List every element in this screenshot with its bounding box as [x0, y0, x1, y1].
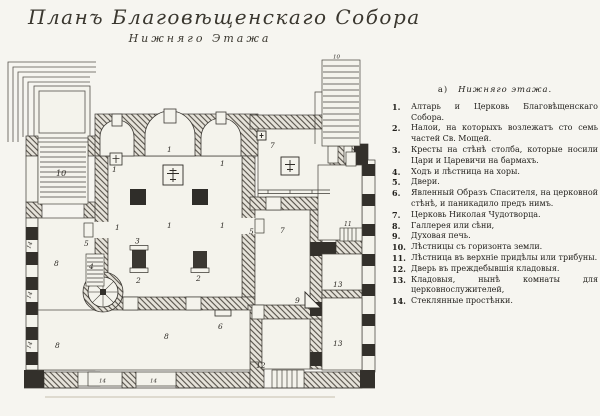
- legend-item-text: Налои, на которыхъ возлежатъ сто семь частей Св. Мощей.: [411, 123, 598, 144]
- legend-item-number: 11.: [392, 252, 406, 263]
- room-label: 1: [220, 159, 225, 168]
- room-label: 10: [56, 169, 67, 178]
- legend-item-number: 2.: [392, 123, 401, 134]
- legend-item: [392, 231, 598, 242]
- legend-item-text: Лѣстницы съ горизонта земли.: [411, 242, 543, 252]
- legend-item-text: Церковь Николая Чудотворца.: [411, 209, 541, 219]
- legend-item-number: 8.: [392, 220, 401, 231]
- legend-item: [392, 177, 598, 188]
- south-entrance-steps: [272, 370, 304, 388]
- room-label: 1: [220, 221, 225, 230]
- legend: [392, 84, 598, 307]
- room-label: 1: [167, 221, 172, 230]
- legend-item-number: 3.: [392, 144, 401, 155]
- room-label: 13: [333, 280, 343, 289]
- cross-icon-small: [110, 153, 122, 165]
- legend-item: [392, 145, 598, 167]
- legend-item: [392, 296, 598, 307]
- legend-item-text: Алтарь и Церковь Благовѣщенскаго Собора.: [411, 101, 598, 122]
- northeast-staircase: [315, 60, 360, 146]
- legend-item-text: Кладовыя, нынѣ комнаты для церковнослужителей,: [411, 274, 598, 295]
- icon-console: [215, 310, 231, 316]
- legend-item: [392, 264, 598, 275]
- legend-item-number: 13.: [392, 274, 406, 285]
- glass-partition-label: 14: [150, 378, 157, 385]
- legend-item-text: Лѣстница въ верхніе придѣлы или трибуны.: [411, 252, 598, 262]
- legend-item-number: 12.: [392, 263, 406, 274]
- room-label: 1: [167, 145, 172, 154]
- glass-partition-label: 14: [26, 341, 35, 350]
- legend-item-number: 14.: [392, 296, 406, 307]
- room-label: 7: [270, 141, 275, 150]
- northwest-porch-steps: [8, 62, 96, 142]
- room-label: 10: [333, 54, 340, 61]
- room-label: 8: [164, 332, 169, 341]
- floor-plan: [0, 52, 412, 410]
- legend-item: [392, 167, 598, 178]
- scan-shadow: [45, 396, 335, 398]
- legend-item-number: 10.: [392, 242, 406, 253]
- page-subtitle: Нижняго Этажа: [128, 32, 272, 45]
- room-label: 2: [196, 274, 201, 283]
- legend-item-number: 9.: [392, 231, 401, 242]
- legend-item: [392, 210, 598, 221]
- legend-item: [392, 253, 598, 264]
- legend-header: [392, 84, 598, 95]
- glass-partition-label: 14: [99, 378, 106, 385]
- room-label: 6: [218, 322, 223, 331]
- room-label: 1: [112, 165, 117, 174]
- room-label: 3: [135, 236, 140, 246]
- legend-item-text: Галлерея или сѣни,: [411, 220, 495, 230]
- legend-item-text: Явленный Образъ Спасителя, на церковной стѣнѣ, и паникадило предъ нимъ.: [411, 188, 598, 208]
- legend-item: [392, 123, 598, 145]
- legend-item: [392, 188, 598, 210]
- legend-item-number: 4.: [392, 166, 401, 177]
- legend-item-text: Кресты на стѣнѣ столба, которые носили Цари и Царевичи на бармахъ.: [411, 144, 598, 165]
- room-label: 1: [115, 223, 120, 232]
- room-label: 5: [249, 227, 254, 236]
- room-label: 8: [55, 341, 60, 350]
- tribune-staircase: [340, 228, 362, 241]
- room-label: 13: [333, 339, 343, 348]
- room-label: 4: [89, 262, 94, 271]
- page-title: Планъ Благовѣщенскаго Собора: [28, 5, 421, 29]
- legend-item-text: Двери.: [411, 177, 440, 187]
- legend-item-text: Ходъ и лѣстница на хоры.: [411, 166, 520, 176]
- legend-item: [392, 102, 598, 124]
- legend-item: [392, 242, 598, 253]
- legend-item-text: Духовая печь.: [411, 231, 471, 241]
- legend-item-number: 7.: [392, 209, 401, 220]
- legend-header-marker: а): [437, 84, 449, 94]
- room-label: 7: [280, 226, 285, 235]
- room-label: 9: [295, 296, 300, 305]
- room-label: 5: [84, 239, 89, 248]
- cross-icon: [163, 165, 183, 185]
- legend-item-text: Стеклянные простѣнки.: [411, 296, 513, 306]
- legend-item: [392, 221, 598, 232]
- legend-header-text: Нижняго этажа.: [458, 84, 553, 94]
- glass-partition-label: 14: [26, 241, 35, 250]
- legend-item-number: 6.: [392, 188, 401, 199]
- legend-item-number: 5.: [392, 177, 401, 188]
- room-label: 2: [136, 276, 141, 285]
- room-label: 11: [344, 221, 352, 228]
- legend-item-text: Дверь въ преждебывшія кладовыя.: [411, 263, 560, 273]
- room-label: 12: [256, 361, 266, 370]
- glass-partition-label: 14: [26, 291, 35, 300]
- floor-plan-drawing: [0, 52, 412, 410]
- legend-item: [392, 275, 598, 297]
- legend-item-number: 1.: [392, 101, 401, 112]
- room-label: 8: [54, 259, 59, 268]
